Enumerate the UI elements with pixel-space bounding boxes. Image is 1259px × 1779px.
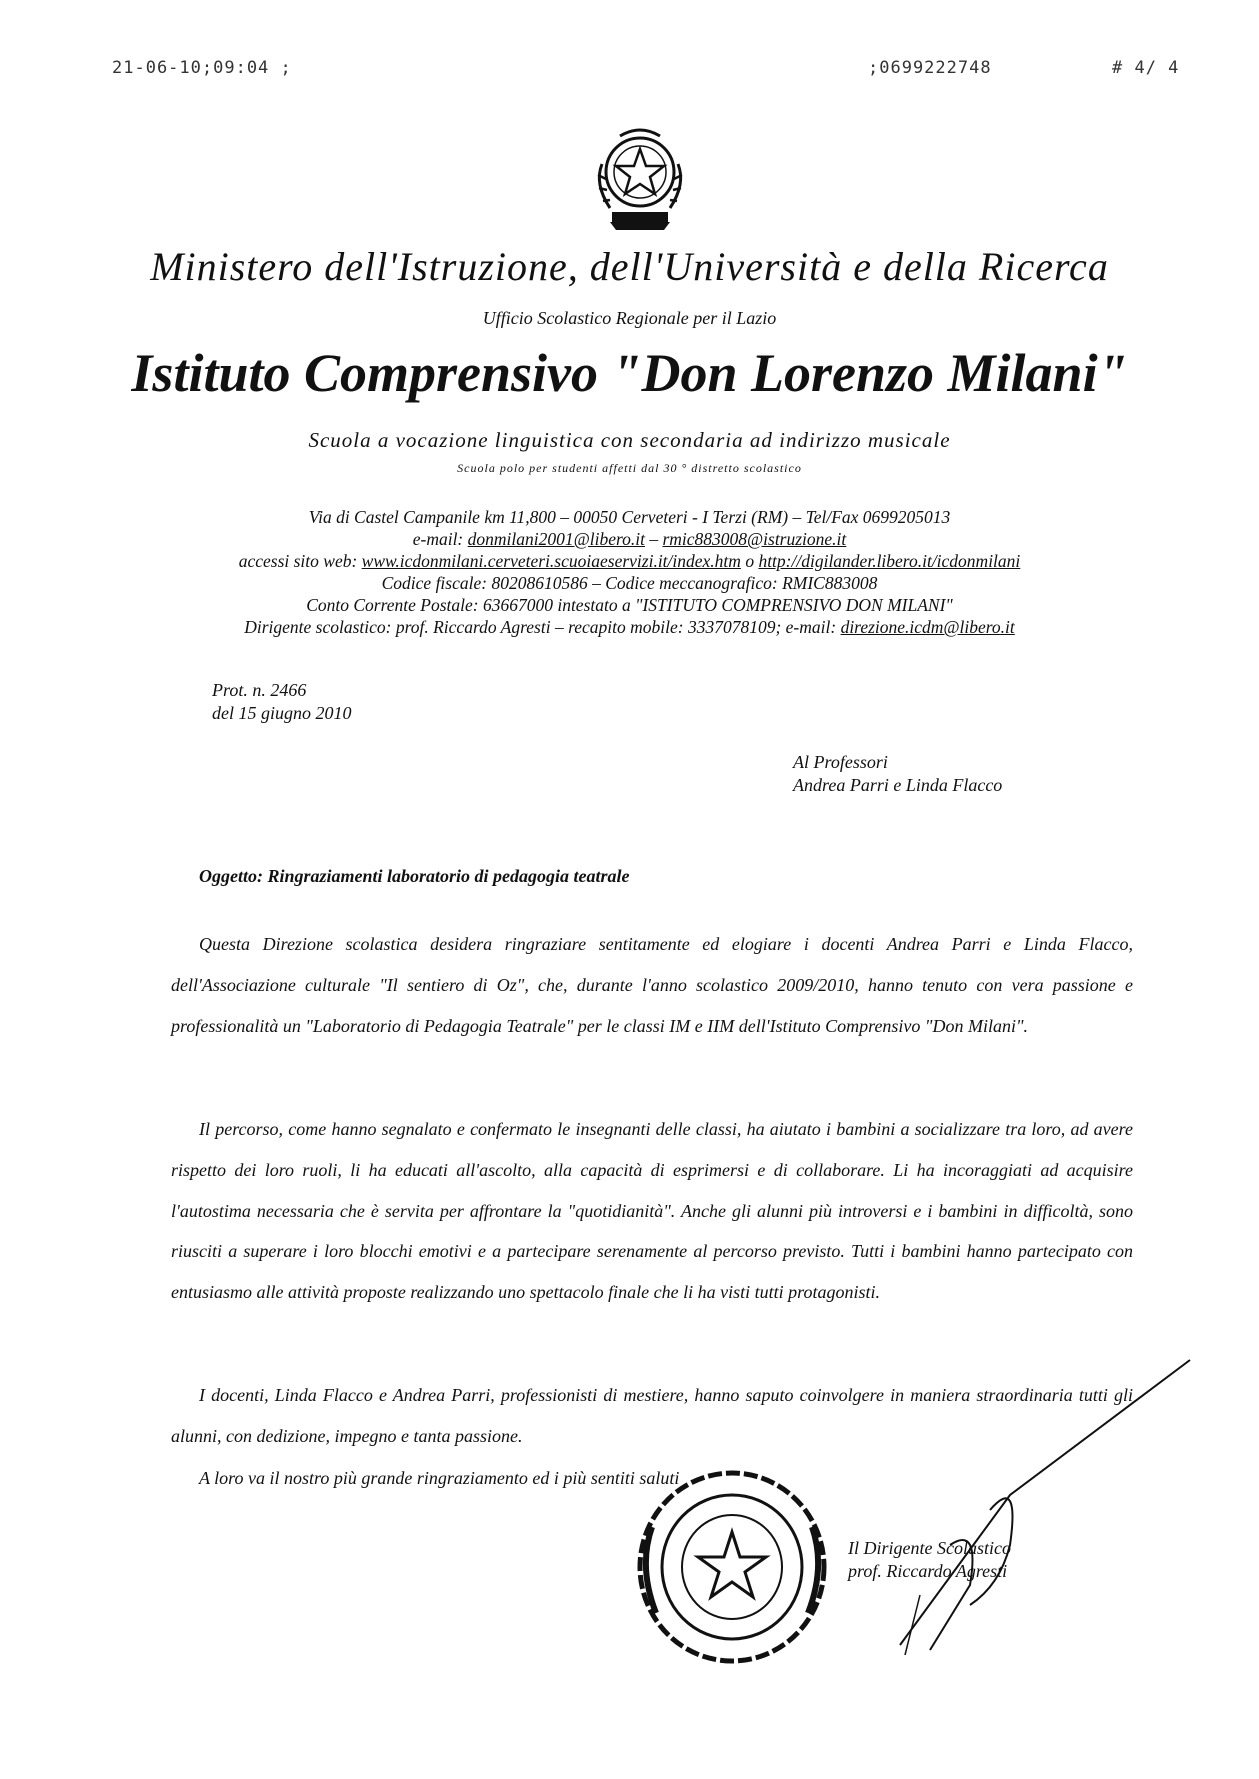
body-paragraph-3: I docenti, Linda Flacco e Andrea Parri, professionisti di mestiere, hanno saputo coinvolgere in maniera straordinaria tutti gli alunni, con dedizione, impegno e tanta passione. bbox=[171, 1385, 1133, 1446]
body-paragraph-2: Il percorso, come hanno segnalato e confermato le insegnanti delle classi, ha aiutato i bambini a socializzare tra loro, ad avere rispetto dei loro ruoli, li ha educati all'ascolto, alla capacità di esprimersi e di collaborare. Li ha incoraggiati ad acquisire l'autostima necessaria che è servita per affrontare la "quotidianità". Anche gli alunni più introversi e i bambini in difficoltà, sono riusciti a superare i loro blocchi emotivi e a partecipare serenamente al percorso previsto. Tutti i bambini hanno partecipato con entusiasmo alle attività proposte realizzando uno spettacolo finale che li ha visti tutti protagonisti. bbox=[171, 1119, 1133, 1303]
email-link-primary[interactable]: donmilani2001@libero.it bbox=[467, 529, 645, 549]
email-separator: – bbox=[644, 529, 663, 549]
web-separator: o bbox=[740, 551, 759, 571]
web-label: accessi sito web: bbox=[238, 551, 362, 571]
body-paragraph-1: Questa Direzione scolastica desidera ringraziare sentitamente ed elogiare i docenti Andrea Parri e Linda Flacco, dell'Associazione culturale "Il sentiero di Oz", che, durante l'anno scolastico 2009/2010, hanno tenuto con vera passione e professionalità un "Laboratorio di Pedagogia Teatrale" per le classi IM e IIM dell'Istituto Comprensivo "Don Milani". bbox=[171, 934, 1133, 1036]
school-description: Scuola a vocazione linguistica con secondaria ad indirizzo musicale bbox=[308, 428, 951, 452]
web-link-primary[interactable]: www.icdonmilani.cerveteri.scuoiaeservizi.it/index.htm bbox=[361, 551, 741, 571]
recipient-names: Andrea Parri e Linda Flacco bbox=[793, 775, 1003, 795]
director-email-link[interactable]: direzione.icdm@libero.it bbox=[840, 617, 1015, 637]
ministry-title: Ministero dell'Istruzione, dell'Università e della Ricerca bbox=[150, 244, 1109, 289]
web-link-secondary[interactable]: http://digilander.libero.it/icdonmilani bbox=[758, 551, 1021, 571]
postal-account: Conto Corrente Postale: 63667000 intestato a "ISTITUTO COMPRENSIVO DON MILANI" bbox=[306, 595, 953, 615]
school-stamp-icon bbox=[632, 1467, 832, 1667]
body-paragraph-4: A loro va il nostro più grande ringraziamento ed i più sentiti saluti bbox=[199, 1468, 680, 1488]
school-address: Via di Castel Campanile km 11,800 – 00050 Cerveteri - I Terzi (RM) – Tel/Fax 0699205013 bbox=[308, 507, 951, 527]
school-email-line bbox=[0, 529, 1259, 550]
school-web-line bbox=[0, 551, 1259, 572]
protocol-number: Prot. n. 2466 bbox=[212, 680, 307, 700]
protocol-date: del 15 giugno 2010 bbox=[212, 703, 352, 723]
school-codes: Codice fiscale: 80208610586 – Codice meccanografico: RMIC883008 bbox=[381, 573, 878, 593]
recipient-title: Al Professori bbox=[793, 752, 888, 772]
school-name: Istituto Comprensivo "Don Lorenzo Milani" bbox=[131, 343, 1128, 403]
fax-header-number: ;0699222748 bbox=[868, 58, 992, 78]
republic-emblem-icon bbox=[580, 124, 700, 239]
school-district-note: Scuola polo per studenti affetti dal 30 ° distretto scolastico bbox=[457, 461, 802, 475]
signature-title: Il Dirigente Scolastico bbox=[848, 1538, 1011, 1558]
director-contact: Dirigente scolastico: prof. Riccardo Agresti – recapito mobile: 3337078109; e-mail: bbox=[244, 617, 841, 637]
handwritten-signature-icon bbox=[860, 1355, 1210, 1655]
director-contact-line bbox=[0, 617, 1259, 638]
signature-name: prof. Riccardo Agresti bbox=[848, 1561, 1008, 1581]
regional-office: Ufficio Scolastico Regionale per il Lazio bbox=[482, 308, 777, 328]
email-label: e-mail: bbox=[412, 529, 468, 549]
fax-header-page: # 4/ 4 bbox=[1112, 58, 1180, 78]
fax-header-datetime: 21-06-10;09:04 ; bbox=[112, 58, 292, 78]
email-link-secondary[interactable]: rmic883008@istruzione.it bbox=[662, 529, 847, 549]
letter-subject: Oggetto: Ringraziamenti laboratorio di pedagogia teatrale bbox=[199, 866, 630, 886]
